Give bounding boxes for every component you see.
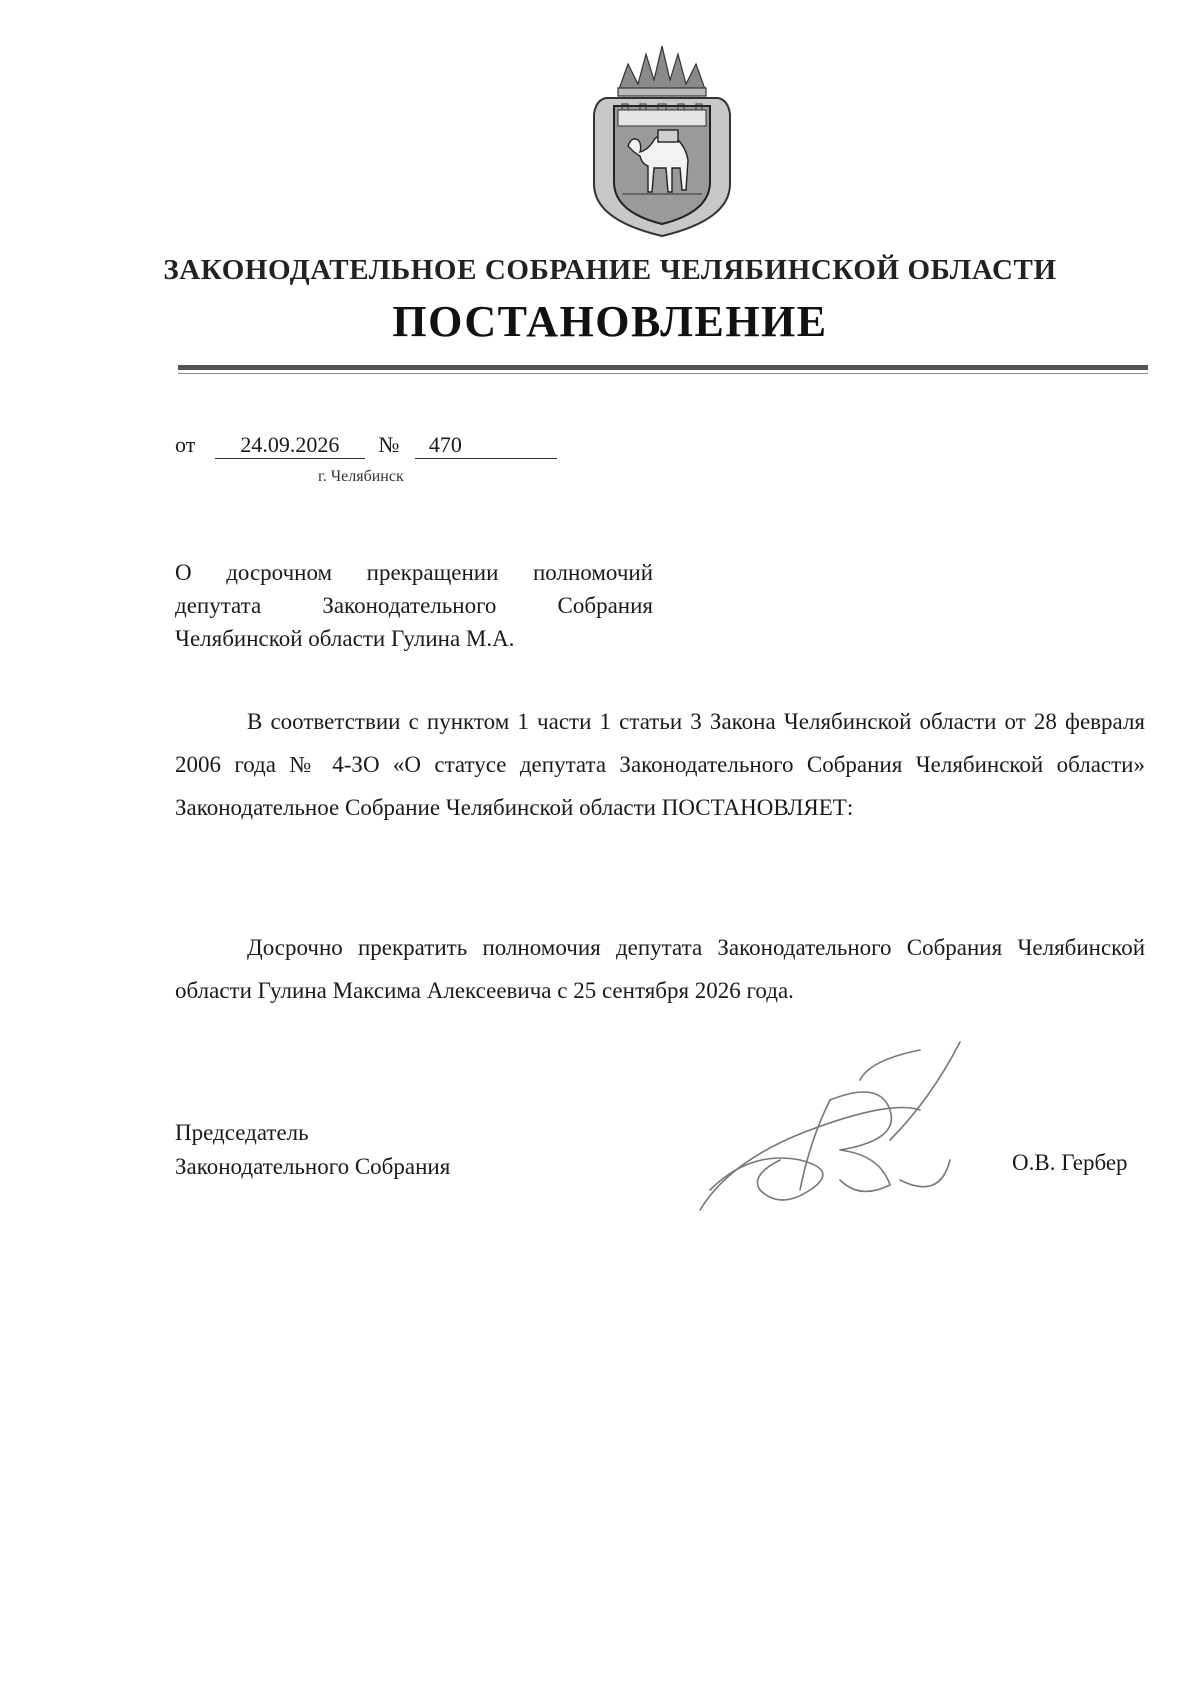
signatory-name: О.В. Гербер xyxy=(1012,1150,1128,1175)
coat-of-arms-emblem xyxy=(588,44,736,238)
number-label: № xyxy=(378,432,400,457)
organization-name: ЗАКОНОДАТЕЛЬНОЕ СОБРАНИЕ ЧЕЛЯБИНСКОЙ ОБЛАСТИ xyxy=(163,254,1057,286)
date-label: от xyxy=(175,432,196,457)
document-number: 470 xyxy=(415,432,557,459)
registration-line xyxy=(175,432,557,459)
handwritten-signature xyxy=(690,1040,1010,1220)
header-divider-thick xyxy=(178,365,1148,370)
header-divider-thin xyxy=(178,373,1148,374)
document-type-title: ПОСТАНОВЛЕНИЕ xyxy=(392,297,828,346)
signatory-title xyxy=(175,1116,450,1184)
document-subject: О досрочном прекращении полномочий депутата Законодательного Собрания Челябинской области Гулина М.А. xyxy=(175,560,653,651)
crown-icon xyxy=(618,46,706,96)
signatory-title-line-1: Председатель xyxy=(175,1120,309,1145)
body-paragraph-1: В соответствии с пунктом 1 части 1 статьи 3 Закона Челябинской области от 28 февраля 2006 года № 4-ЗО «О статусе депутата Законодательного Собрания Челябинской области» Законодательное Собрание Челябинской области ПОСТАНОВЛЯЕТ: xyxy=(175,709,1145,820)
body-paragraph-2: Досрочно прекратить полномочия депутата Законодательного Собрания Челябинской области Гулина Максима Алексеевича с 25 сентября 2026 года. xyxy=(175,935,1145,1003)
signatory-title-line-2: Законодательного Собрания xyxy=(175,1154,451,1179)
place-of-issue: г. Челябинск xyxy=(318,468,404,485)
document-date: 24.09.2026 xyxy=(215,432,365,459)
